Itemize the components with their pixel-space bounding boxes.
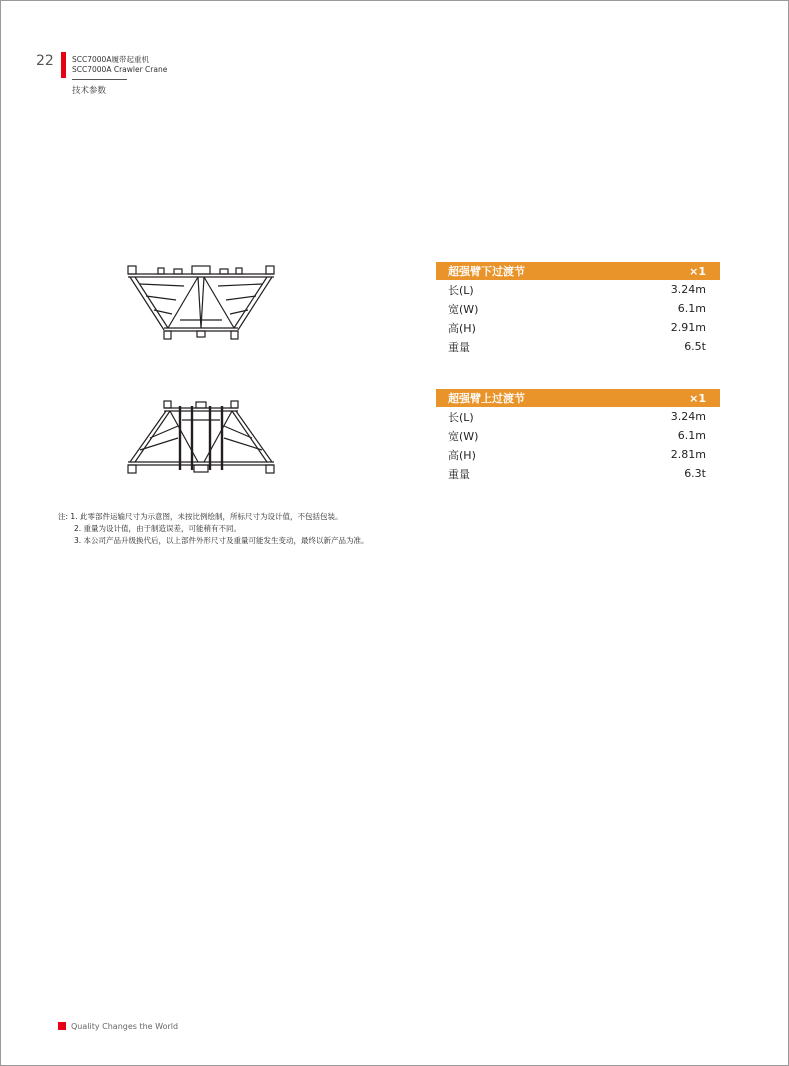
spec-value: 3.24m — [670, 283, 706, 296]
spec-table-lower-transition — [436, 262, 720, 356]
spec-row-weight — [436, 464, 720, 483]
component-quantity: ×1 — [689, 264, 706, 278]
note-text: 3. 本公司产品升级换代后，以上部件外形尺寸及重量可能发生变动，最终以新产品为准。 — [74, 536, 369, 545]
footer-slogan: Quality Changes the World — [71, 1022, 179, 1031]
spec-label: 重量 — [448, 467, 470, 481]
spec-table-upper-transition — [436, 389, 720, 483]
spec-value: 6.1m — [677, 429, 706, 442]
header-rule — [72, 79, 127, 80]
spec-label: 高(H) — [448, 321, 476, 335]
spec-value: 6.1m — [677, 302, 706, 315]
spec-row-length — [436, 280, 720, 299]
spec-label: 重量 — [448, 340, 470, 354]
footer-red-square — [58, 1022, 66, 1030]
spec-row-weight — [436, 337, 720, 356]
spec-row-length — [436, 407, 720, 426]
note-line-3 — [58, 535, 369, 547]
upper-transition-section-drawing — [126, 398, 276, 478]
spec-label: 长(L) — [448, 410, 474, 424]
product-title-cn: SCC7000A履带起重机 — [72, 55, 149, 64]
notes-prefix: 注: — [58, 512, 69, 521]
spec-table-header — [436, 389, 720, 407]
component-quantity: ×1 — [689, 391, 706, 405]
spec-value: 6.3t — [684, 467, 706, 480]
spec-label: 宽(W) — [448, 302, 479, 316]
component-name: 超强臂下过渡节 — [448, 265, 525, 278]
spec-row-height — [436, 318, 720, 337]
note-line-1 — [58, 511, 369, 523]
lower-transition-section-drawing — [126, 262, 276, 344]
spec-value: 2.81m — [670, 448, 706, 461]
spec-row-width — [436, 426, 720, 445]
spec-label: 宽(W) — [448, 429, 479, 443]
notes-block — [58, 511, 369, 547]
spec-value: 6.5t — [684, 340, 706, 353]
spec-label: 长(L) — [448, 283, 474, 297]
spec-value: 3.24m — [670, 410, 706, 423]
spec-table-header — [436, 262, 720, 280]
spec-row-width — [436, 299, 720, 318]
product-title-en: SCC7000A Crawler Crane — [72, 65, 168, 74]
component-name: 超强臂上过渡节 — [448, 392, 525, 405]
note-text: 2. 重量为设计值，由于制造误差，可能稍有不同。 — [74, 524, 242, 533]
page-number: 22 — [36, 53, 54, 69]
spec-row-height — [436, 445, 720, 464]
spec-value: 2.91m — [670, 321, 706, 334]
spec-label: 高(H) — [448, 448, 476, 462]
brand-red-bar — [61, 52, 66, 78]
note-text: 1. 此零部件运输尺寸为示意图，未按比例绘制，所标尺寸为设计值，不包括包装。 — [70, 512, 343, 521]
section-title: 技术参数 — [72, 86, 107, 96]
note-line-2 — [58, 523, 369, 535]
